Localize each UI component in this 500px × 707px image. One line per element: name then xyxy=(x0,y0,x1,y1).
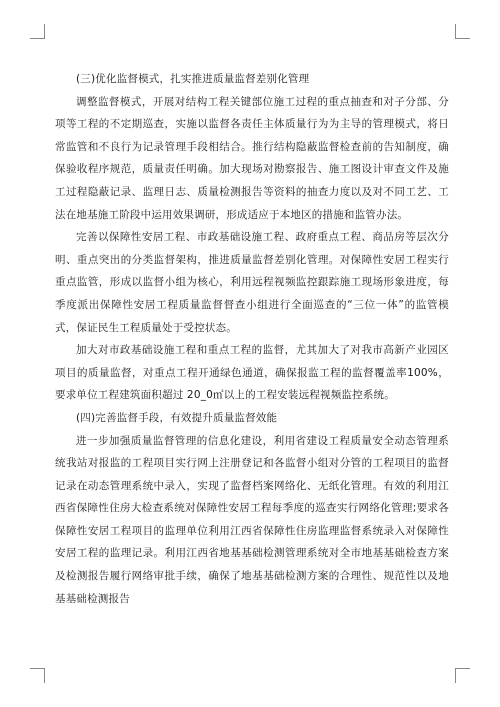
section-4-heading: (四)完善监督手段，有效提升质量监督效能 xyxy=(76,411,278,424)
section-3-heading: (三)优化监督模式，扎实推进质量监督差别化管理 xyxy=(76,73,310,85)
section-3-paragraph-2: 完善以保障性安居工程、市政基础设施工程、政府重点工程、商品房等层次分明、重点突出的分类监督架构，推进质量监督差别化管理。对保障性安居工程实行重点监管，形成以监督小组为核心，利用远程视频监控跟踪施工现场形象进度，每季度派出保障性安居工程质量监督督查小组进行全面巡查的“三位一体”的监管模式，保证民生工程质量处于受控状态。 xyxy=(55,231,449,334)
crop-mark-top-left xyxy=(30,24,45,39)
document-body xyxy=(55,68,449,610)
section-3-paragraph-1: 调整监督模式，开展对结构工程关键部位施工过程的重点抽查和对子分部、分项等工程的不定期巡查，实施以监督各责任主体质量行为为主导的管理模式，将日常监管和不良行为记录管理手段相结合。推行结构隐蔽监督检查前的告知制度，确保验收程序规范，质量责任明确。加大现场对勘察报告、施工图设计审查文件及施工过程隐蔽记录、监理日志、质量检测报告等资料的抽查力度以及对不同工艺、工法在地基施工阶段中运用效果调研，形成适应于本地区的措施和监管办法。 xyxy=(55,95,449,221)
crop-mark-bottom-left xyxy=(30,668,45,683)
crop-mark-top-right xyxy=(455,24,470,39)
section-3-paragraph-3: 加大对市政基础设施工程和重点工程的监督，尤其加大了对我市高新产业园区项目的质量监督，对重点工程开通绿色通道，确保报监工程的监督覆盖率100%，要求单位工程建筑面积超过 20_0㎡以上的工程安装远程视频监控系统。 xyxy=(55,344,449,402)
crop-mark-bottom-right xyxy=(455,668,470,683)
section-4-paragraph-1: 进一步加强质量监督管理的信息化建设，利用省建设工程质量安全动态管理系统我站对报监的工程项目实行网上注册登记和各监督小组对分管的工程项目的监督记录在动态管理系统中录入，实现了监督档案网络化、无纸化管理。有效的利用江西省保障性住房大检查系统对保障性安居工程每季度的巡查实行网络化管理;要求各保障性安居工程项目的监理单位利用江西省保障性住房监理监督系统录入对保障性安居工程的监理记录。利用江西省地基基础检测管理系统对全市地基基础检查方案及检测报告履行网络审批手续，确保了地基基础检测方案的合理性、规范性以及地基基础检测报告 xyxy=(55,434,449,605)
